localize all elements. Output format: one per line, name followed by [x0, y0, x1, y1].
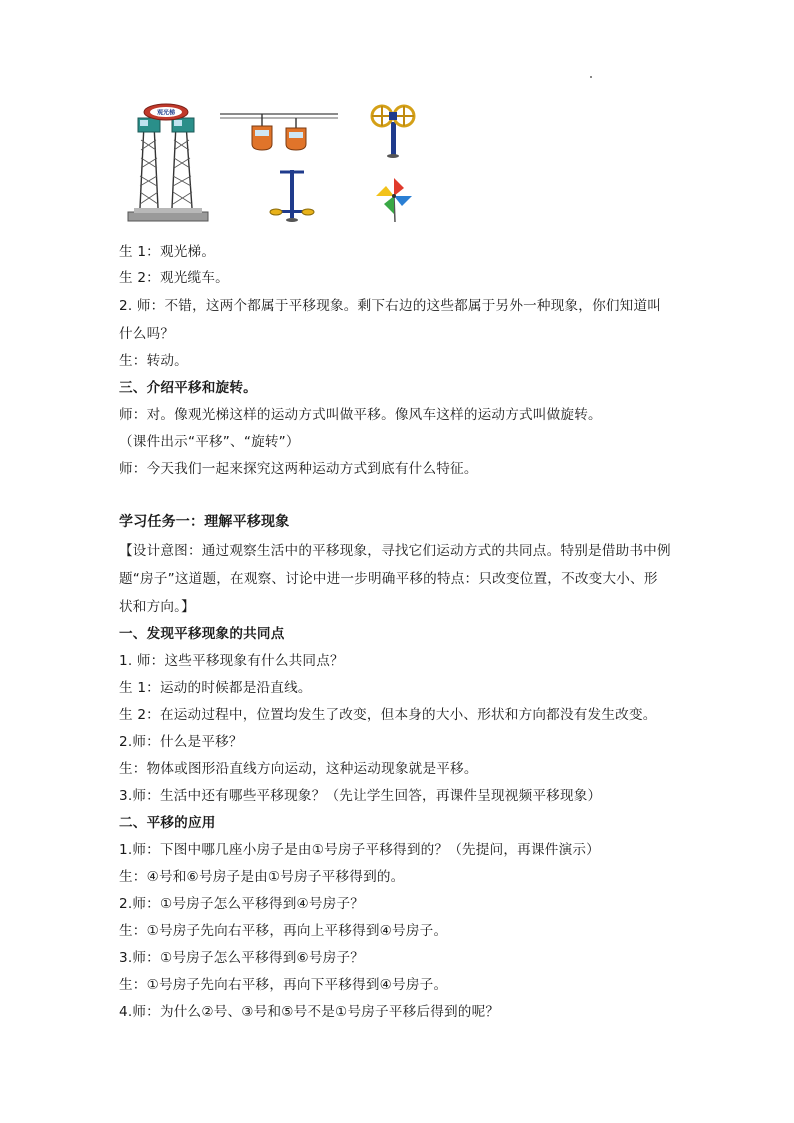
sightseeing-elevator-image — [126, 100, 210, 224]
text-line: 题“房子”这道题，在观察、讨论中进一步明确平移的特点：只改变位置，不改变大小、形 — [119, 571, 658, 587]
section-heading: 三、介绍平移和旋转。 — [119, 380, 257, 396]
text-line: 师：对。像观光梯这样的运动方式叫做平移。像风车这样的运动方式叫做旋转。 — [119, 407, 602, 423]
text-line: 4.师：为什么②号、③号和⑤号不是①号房子平移后得到的呢？ — [119, 1004, 500, 1020]
text-line: 【设计意图：通过观察生活中的平移现象，寻找它们运动方式的共同点。特别是借助书中例 — [119, 543, 671, 559]
text-line: （课件出示“平移”、“旋转”） — [119, 434, 300, 450]
text-line: 状和方向。】 — [119, 599, 195, 615]
text-line: 2. 师：不错，这两个都属于平移现象。剩下右边的这些都属于另外一种现象，你们知道叫 — [119, 298, 662, 314]
text-line: 师：今天我们一起来探究这两种运动方式到底有什么特征。 — [119, 461, 478, 477]
text-line: 1.师：下图中哪几座小房子是由①号房子平移得到的？（先提问，再课件演示） — [119, 842, 600, 858]
text-line: 生：①号房子先向右平移，再向上平移得到④号房子。 — [119, 923, 448, 939]
text-line: 什么吗？ — [119, 326, 175, 342]
text-line: 2.师：①号房子怎么平移得到④号房子？ — [119, 896, 365, 912]
text-line: 生 2：在运动过程中，位置均发生了改变，但本身的大小、形状和方向都没有发生改变。 — [119, 707, 657, 723]
text-line: 生：物体或图形沿直线方向运动，这种运动现象就是平移。 — [119, 761, 478, 777]
task-heading: 学习任务一：理解平移现象 — [119, 514, 290, 530]
fitness-wheel-image — [362, 98, 424, 160]
text-line: 生 1：运动的时候都是沿直线。 — [119, 680, 312, 696]
tower-sign-label: 观光梯 — [156, 109, 176, 117]
cable-car-image — [220, 108, 338, 154]
stray-dot — [590, 76, 592, 78]
text-line: 生：④号和⑥号房子是由①号房子平移得到的。 — [119, 869, 405, 885]
section-heading: 一、发现平移现象的共同点 — [119, 626, 285, 642]
text-line: 生：①号房子先向右平移，再向下平移得到④号房子。 — [119, 977, 448, 993]
text-line: 3.师：生活中还有哪些平移现象？（先让学生回答，再课件呈现视频平移现象） — [119, 788, 602, 804]
text-line: 2.师：什么是平移？ — [119, 734, 243, 750]
text-line: 3.师：①号房子怎么平移得到⑥号房子？ — [119, 950, 365, 966]
text-line: 生 1：观光梯。 — [119, 244, 216, 260]
text-line: 1. 师：这些平移现象有什么共同点？ — [119, 653, 344, 669]
section-heading: 二、平移的应用 — [119, 815, 216, 831]
text-line: 生：转动。 — [119, 353, 188, 369]
rotating-swing-image — [268, 166, 316, 224]
text-line: 生 2：观光缆车。 — [119, 270, 229, 286]
pinwheel-image — [374, 176, 414, 222]
